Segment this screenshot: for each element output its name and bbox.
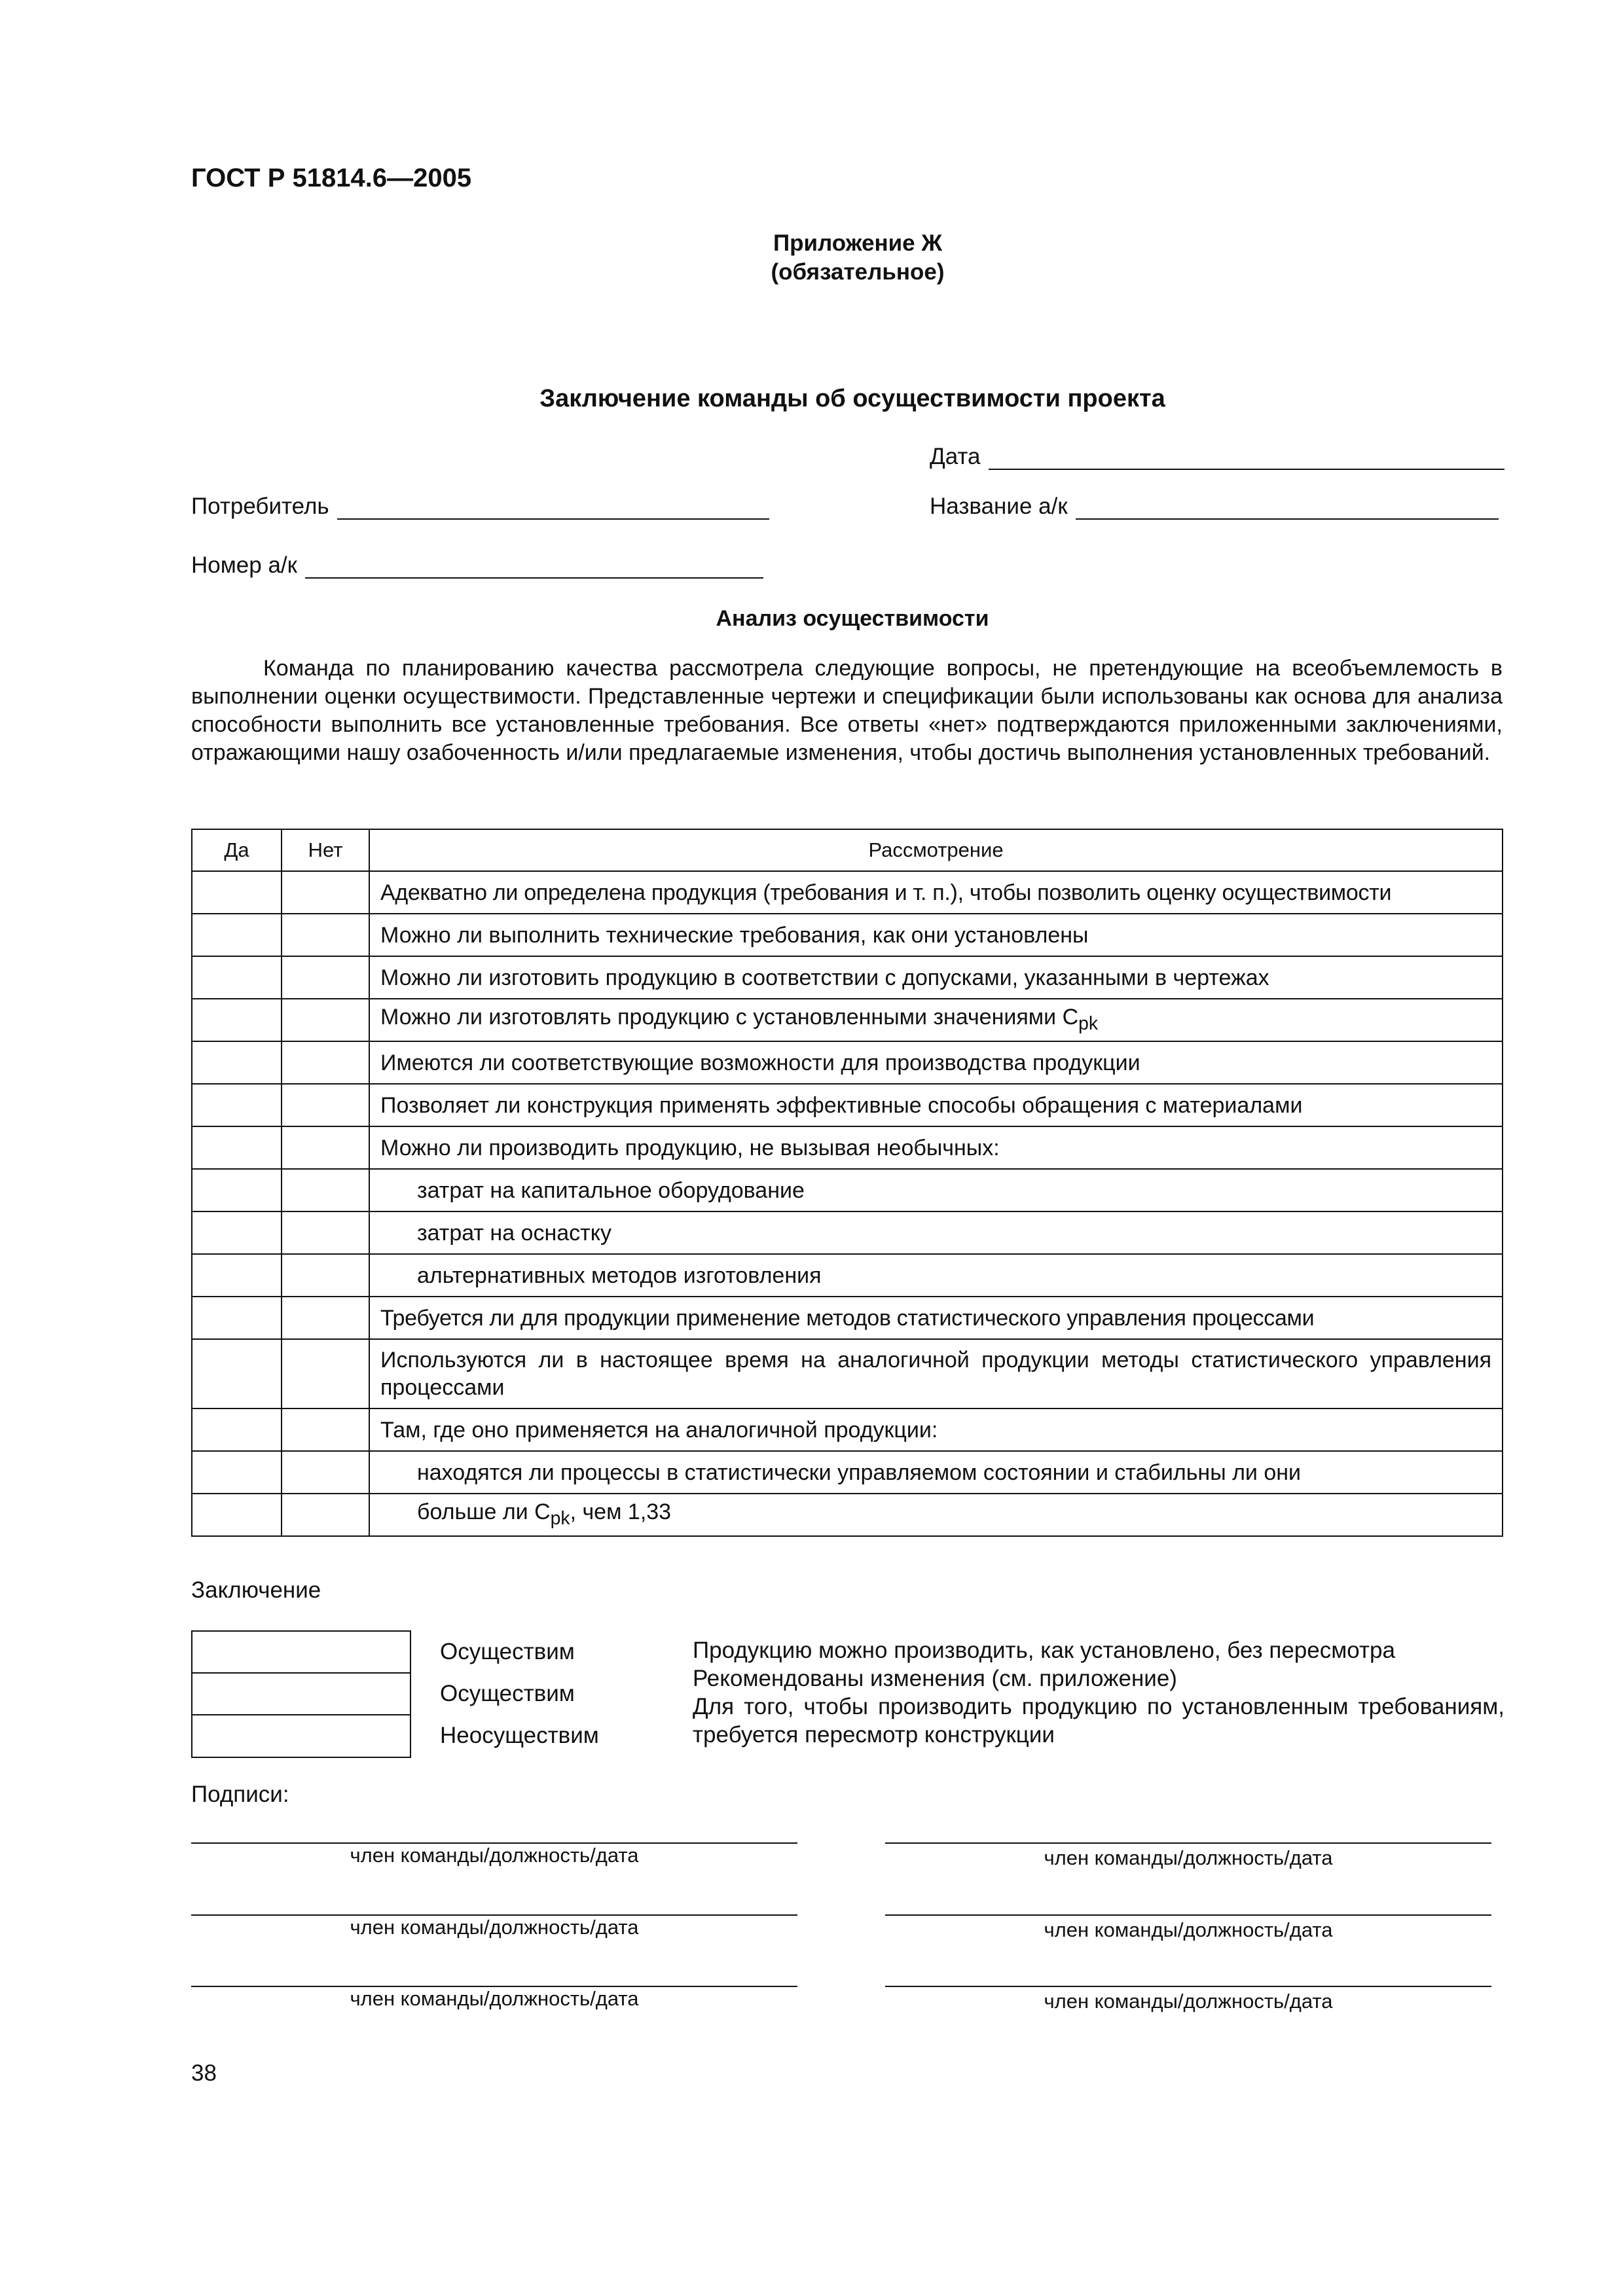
table-header-row: [192, 829, 1503, 871]
table-row: [192, 1169, 1503, 1211]
question-text-main: больше ли C: [417, 1499, 551, 1524]
table-row: [192, 999, 1503, 1041]
table-row: [192, 1297, 1503, 1339]
table-row: [192, 1494, 1503, 1536]
signature-line[interactable]: [885, 1986, 1491, 1987]
yes-cell[interactable]: [192, 1339, 282, 1408]
signature-caption: член команды/должность/дата: [350, 1844, 639, 1867]
option-label: Неосуществим: [440, 1723, 599, 1748]
yes-cell[interactable]: [192, 871, 282, 914]
option-label: Осуществим: [440, 1681, 575, 1706]
page-number: 38: [191, 2060, 217, 2086]
yes-column-header: Да: [192, 829, 282, 871]
yes-cell[interactable]: [192, 1297, 282, 1339]
yes-cell[interactable]: [192, 1211, 282, 1254]
question-text: Позволяет ли конструкция применять эффективные способы обращения с материалами: [369, 1084, 1503, 1126]
yes-cell[interactable]: [192, 1254, 282, 1297]
signature-block: [885, 1986, 1491, 2013]
feasible-with-changes-checkbox[interactable]: [191, 1672, 411, 1714]
yes-cell[interactable]: [192, 1084, 282, 1126]
no-cell[interactable]: [282, 1084, 369, 1126]
conclusion-checkboxes: [191, 1630, 411, 1758]
question-text: Требуется ли для продукции применение методов статистического управления процессами: [369, 1297, 1503, 1339]
no-cell[interactable]: [282, 1339, 369, 1408]
yes-cell[interactable]: [192, 1041, 282, 1084]
cpk-subscript: pk: [550, 1507, 570, 1529]
signature-block: [191, 1914, 797, 1939]
conclusion-label: Заключение: [191, 1577, 321, 1603]
option-description: Для того, чтобы производить продукцию по установленным требованиям, требуется пересмотр конструкции: [693, 1694, 1504, 1748]
signature-caption: член команды/должность/дата: [1044, 1990, 1333, 2013]
no-cell[interactable]: [282, 1169, 369, 1211]
yes-cell[interactable]: [192, 956, 282, 999]
part-number-label: Номер а/к: [191, 552, 297, 578]
intro-paragraph: Команда по планированию качества рассмотрела следующие вопросы, не претендующие на всеобъемлемость в выполнении оценки осуществимости. Представленные чертежи и спецификации были использованы как основа для анализа способности выполнить все установленные требования. Все ответы «нет» подтверждаются приложенными заключениями, отражающими нашу озабоченность и/или предлагаемые изменения, чтобы достичь выполнения установленных требований.: [191, 656, 1503, 765]
date-input-line[interactable]: [989, 444, 1504, 470]
no-cell[interactable]: [282, 1041, 369, 1084]
table-row: [192, 1041, 1503, 1084]
yes-cell[interactable]: [192, 999, 282, 1041]
part-name-label: Название а/к: [930, 493, 1068, 519]
question-text: альтернативных методов изготовления: [369, 1254, 1503, 1297]
appendix-status: (обязательное): [771, 259, 945, 285]
no-cell[interactable]: [282, 1451, 369, 1494]
table-row: [192, 1211, 1503, 1254]
signature-block: [885, 1842, 1491, 1870]
table-row: [192, 1126, 1503, 1169]
table-row: [192, 914, 1503, 956]
no-cell[interactable]: [282, 1297, 369, 1339]
feasibility-table: [191, 829, 1503, 1537]
no-cell[interactable]: [282, 1254, 369, 1297]
yes-cell[interactable]: [192, 1126, 282, 1169]
consideration-column-header: Рассмотрение: [369, 829, 1503, 871]
customer-field[interactable]: [191, 493, 769, 520]
option-description: Продукцию можно производить, как установлено, без пересмотра: [693, 1638, 1395, 1663]
question-text: затрат на оснастку: [369, 1211, 1503, 1254]
signature-line[interactable]: [885, 1914, 1491, 1916]
signatures-label: Подписи:: [191, 1782, 289, 1807]
signature-caption: член команды/должность/дата: [1044, 1918, 1333, 1941]
question-text: находятся ли процессы в статистически управляемом состоянии и стабильны ли они: [369, 1451, 1503, 1494]
page-title: Заключение команды об осуществимости проекта: [539, 385, 1165, 412]
table-row: [192, 871, 1503, 914]
question-text-tail: , чем 1,33: [570, 1499, 672, 1524]
question-text: [369, 999, 1503, 1041]
part-number-input-line[interactable]: [305, 552, 763, 579]
no-cell[interactable]: [282, 1408, 369, 1451]
no-cell[interactable]: [282, 1211, 369, 1254]
no-cell[interactable]: [282, 871, 369, 914]
question-text: Можно ли изготовить продукцию в соответствии с допусками, указанными в чертежах: [369, 956, 1503, 999]
no-cell[interactable]: [282, 1494, 369, 1536]
cpk-subscript: pk: [1078, 1013, 1099, 1034]
table-row: [192, 1339, 1503, 1408]
question-text-main: Можно ли изготовлять продукцию с установленными значениями C: [380, 1004, 1079, 1030]
date-label: Дата: [930, 444, 981, 469]
question-text: Можно ли выполнить технические требования, как они установлены: [369, 914, 1503, 956]
question-text: затрат на капитальное оборудование: [369, 1169, 1503, 1211]
no-cell[interactable]: [282, 1126, 369, 1169]
signature-block: [885, 1914, 1491, 1942]
table-row: [192, 1451, 1503, 1494]
yes-cell[interactable]: [192, 1451, 282, 1494]
signature-line[interactable]: [885, 1842, 1491, 1844]
table-row: [192, 956, 1503, 999]
signature-caption: член команды/должность/дата: [350, 1916, 639, 1939]
customer-input-line[interactable]: [337, 493, 769, 520]
no-cell[interactable]: [282, 999, 369, 1041]
question-text: Адекватно ли определена продукция (требования и т. п.), чтобы позволить оценку осуществимости: [369, 871, 1503, 914]
question-text: Там, где оно применяется на аналогичной продукции:: [369, 1408, 1503, 1451]
signature-caption: член команды/должность/дата: [1044, 1846, 1333, 1869]
yes-cell[interactable]: [192, 1408, 282, 1451]
option-description: Рекомендованы изменения (см. приложение): [693, 1666, 1177, 1691]
conclusion-option-labels: [440, 1631, 599, 1757]
conclusion-option-descriptions: [693, 1636, 1504, 1749]
option-label: Осуществим: [440, 1639, 575, 1664]
no-column-header: Нет: [282, 829, 369, 871]
signature-block: [191, 1986, 797, 2011]
date-field[interactable]: [930, 444, 1504, 470]
question-text: Имеются ли соответствующие возможности для производства продукции: [369, 1041, 1503, 1084]
section-title: Анализ осуществимости: [716, 606, 989, 631]
table-row: [192, 1254, 1503, 1297]
question-text: [369, 1494, 1503, 1536]
part-number-field[interactable]: [191, 552, 763, 579]
appendix-title: Приложение Ж: [773, 230, 943, 256]
signature-caption: член команды/должность/дата: [350, 1987, 639, 2010]
part-name-input-line[interactable]: [1076, 493, 1499, 520]
question-text: Используются ли в настоящее время на аналогичной продукции методы статистического управления процессами: [369, 1339, 1503, 1408]
question-text: Можно ли производить продукцию, не вызывая необычных:: [369, 1126, 1503, 1169]
table-row: [192, 1408, 1503, 1451]
no-cell[interactable]: [282, 914, 369, 956]
yes-cell[interactable]: [192, 914, 282, 956]
yes-cell[interactable]: [192, 1169, 282, 1211]
part-name-field[interactable]: [930, 493, 1499, 520]
signature-block: [191, 1842, 797, 1867]
customer-label: Потребитель: [191, 493, 329, 519]
feasible-checkbox[interactable]: [191, 1630, 411, 1672]
yes-cell[interactable]: [192, 1494, 282, 1536]
table-row: [192, 1084, 1503, 1126]
not-feasible-checkbox[interactable]: [191, 1714, 411, 1758]
no-cell[interactable]: [282, 956, 369, 999]
document-code: ГОСТ Р 51814.6—2005: [191, 164, 472, 192]
